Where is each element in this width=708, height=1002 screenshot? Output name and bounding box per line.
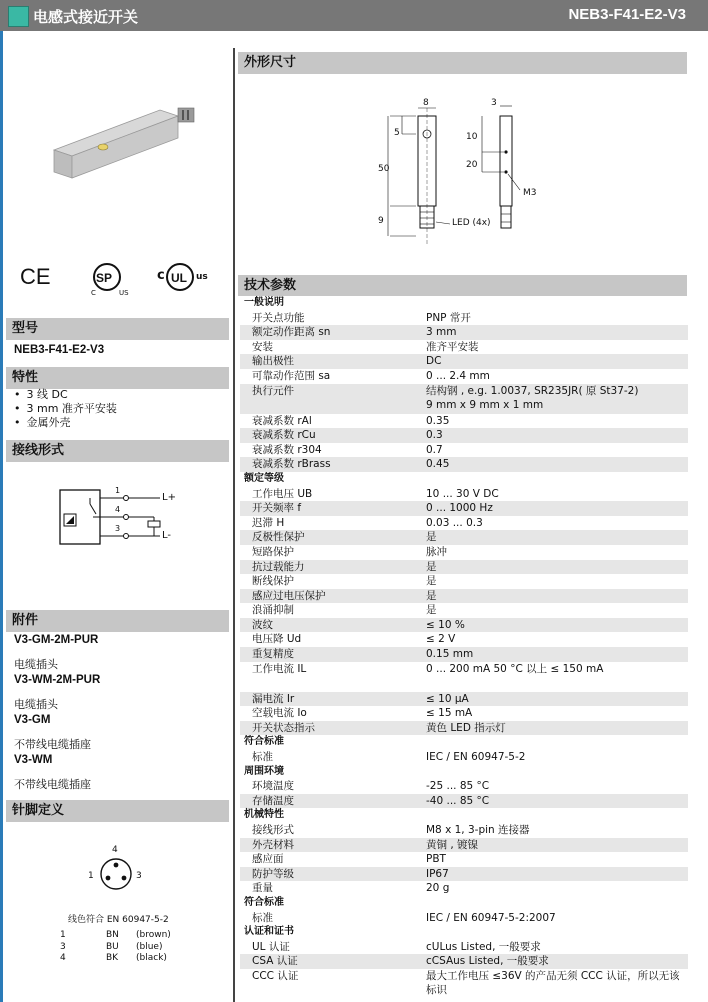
- spec-value-line: 是: [426, 604, 437, 617]
- spec-key: 开关频率 f: [240, 501, 426, 516]
- spec-key: 波纹: [240, 618, 426, 633]
- spec-value: [426, 662, 688, 692]
- spec-key: 外壳材料: [240, 838, 426, 853]
- pin-row: 3 BU (blue): [60, 941, 163, 952]
- wiring-lminus: L-: [162, 530, 172, 541]
- spec-value: [426, 692, 688, 707]
- dim-led-label: LED (4x): [452, 218, 491, 228]
- spec-value: [426, 311, 688, 326]
- spec-value-line: IEC / EN 60947-5-2:2007: [426, 911, 556, 924]
- spec-value: [426, 487, 688, 502]
- spec-value-line: 是: [426, 589, 437, 602]
- spec-row: [240, 706, 688, 721]
- spec-key: 感应面: [252, 853, 284, 866]
- spec-value: [426, 852, 688, 867]
- left-edge-stripe: [0, 31, 3, 1002]
- spec-value-line: DC: [426, 355, 442, 368]
- spec-key: 开关状态指示: [240, 721, 426, 736]
- spec-key: 漏电流 Ir: [240, 692, 426, 707]
- spec-row: [240, 632, 688, 647]
- accessory-name: V3-WM-2M-PUR: [14, 674, 101, 686]
- spec-value: [426, 501, 688, 516]
- spec-value: [426, 530, 688, 545]
- spec-row: [240, 443, 688, 458]
- header-bar: [0, 0, 708, 31]
- specs-heading: 技术参数: [238, 275, 687, 296]
- ul-c-letter: c: [157, 268, 165, 283]
- spec-row: [240, 823, 688, 838]
- pinout-label-4: 4: [112, 845, 118, 855]
- spec-group-title: 周围环境: [244, 765, 284, 777]
- spec-key: 重复精度: [240, 647, 426, 662]
- spec-value-line: IP67: [426, 867, 449, 880]
- spec-row: [240, 692, 688, 707]
- spec-value-line: 脉冲: [426, 545, 447, 558]
- spec-key: 开关点功能: [252, 311, 305, 324]
- spec-value: [426, 603, 688, 618]
- dimensions-heading: 外形尺寸: [238, 52, 687, 74]
- spec-group-title: 符合标准: [244, 736, 284, 748]
- spec-value-line: PNP 常开: [426, 311, 471, 324]
- spec-key: 执行元件: [240, 384, 426, 414]
- spec-row: [240, 969, 688, 999]
- spec-value: [426, 369, 688, 384]
- spec-value: [426, 838, 688, 853]
- spec-row: [240, 838, 688, 853]
- spec-value: [426, 384, 688, 414]
- spec-value: [426, 954, 688, 969]
- spec-value-line: 0 ... 2.4 mm: [426, 369, 490, 382]
- spec-key: 标准: [252, 751, 273, 764]
- feature-item: • 金属外壳: [14, 416, 117, 430]
- spec-value: [426, 340, 688, 355]
- accessory-desc: 电缆插头: [14, 658, 58, 671]
- spec-row: [240, 545, 688, 560]
- svg-text:SP: SP: [96, 271, 113, 285]
- spec-key: 存储温度: [240, 794, 426, 809]
- spec-value: [426, 750, 688, 765]
- spec-key: 浪涌抑制: [252, 604, 294, 617]
- spec-group-title: 符合标准: [244, 896, 284, 908]
- spec-value-line: ≤ 10 %: [426, 618, 465, 631]
- pinout-label-1: 1: [88, 871, 94, 881]
- spec-value-line: 0.15 mm: [426, 648, 474, 661]
- spec-key: 空载电流 Io: [252, 707, 307, 720]
- spec-row: [240, 954, 688, 969]
- spec-key: 重量: [252, 882, 273, 895]
- pinout-heading: 针脚定义: [6, 800, 229, 822]
- spec-value: [426, 618, 688, 633]
- spec-key: 断线保护: [252, 575, 294, 588]
- spec-key: 迟滞 H: [252, 516, 285, 529]
- spec-key: CCC 认证: [252, 969, 299, 982]
- features-heading: 特性: [6, 367, 229, 389]
- spec-row: [240, 384, 688, 414]
- spec-row: [240, 560, 688, 575]
- specs-table: [240, 296, 688, 999]
- spec-value-line: 0 ... 200 mA 50 °C 以上 ≤ 150 mA: [426, 662, 604, 675]
- spec-value: [426, 779, 688, 794]
- pinout-label-3: 3: [136, 871, 142, 881]
- spec-row: [240, 340, 688, 355]
- spec-value: [426, 721, 688, 736]
- spec-key: 防护等级: [240, 867, 426, 882]
- feature-item: • 3 线 DC: [14, 388, 117, 402]
- spec-row: [240, 940, 688, 955]
- spec-value-line: ≤ 15 mA: [426, 707, 473, 720]
- spec-value-line: IEC / EN 60947-5-2: [426, 751, 526, 764]
- spec-row: [240, 501, 688, 516]
- spec-row: [240, 721, 688, 736]
- accessories-heading: 附件: [6, 610, 229, 632]
- spec-key: 安装: [252, 340, 273, 353]
- spec-value-line: ≤ 2 V: [426, 633, 456, 646]
- column-divider: [233, 48, 235, 1002]
- dim-9: 9: [378, 216, 384, 226]
- spec-key: 衰减系数 r304: [252, 443, 322, 456]
- spec-row: [240, 516, 688, 531]
- spec-key: 衰减系数 rAl: [252, 414, 312, 427]
- spec-value-line: 20 g: [426, 882, 450, 895]
- spec-row: [240, 867, 688, 882]
- dim-3: 3: [491, 98, 497, 108]
- spec-key: CSA 认证: [240, 954, 426, 969]
- spec-value: [426, 574, 688, 589]
- wiring-pin-3: 3: [115, 524, 121, 533]
- spec-row: [240, 428, 688, 443]
- connector-pinout-icon: [98, 856, 134, 892]
- features-list: [14, 388, 117, 430]
- spec-value: [426, 354, 688, 369]
- spec-value-line: cCSAus Listed, 一般要求: [426, 955, 549, 968]
- spec-row: [240, 369, 688, 384]
- svg-text:UL: UL: [171, 271, 187, 285]
- spec-row: [240, 574, 688, 589]
- spec-value-line: 3 mm: [426, 326, 457, 339]
- ul-mark-text: [172, 266, 173, 267]
- spec-key: 输出极性: [240, 354, 426, 369]
- spec-value: [426, 428, 688, 443]
- spec-key: UL 认证: [252, 940, 290, 953]
- spec-value-line: 0.45: [426, 458, 450, 471]
- spec-key: 衰减系数 rBrass: [240, 457, 426, 472]
- spec-value-line: 0 ... 1000 Hz: [426, 502, 493, 515]
- spec-key: 抗过载能力: [240, 560, 426, 575]
- spec-value: [426, 545, 688, 560]
- spec-value-line: 10 ... 30 V DC: [426, 487, 499, 500]
- spec-value-line: 0.35: [426, 414, 450, 427]
- spec-value-line: cULus Listed, 一般要求: [426, 940, 541, 953]
- spec-key: 短路保护: [252, 545, 294, 558]
- spec-group-title: 一般说明: [244, 297, 284, 308]
- wiring-heading: 接线形式: [6, 440, 229, 462]
- spec-row: [240, 311, 688, 326]
- spec-value-line: PBT: [426, 853, 446, 866]
- spec-value-line: 结构钢 , e.g. 1.0037, SR235JR( 原 St37-2): [426, 384, 639, 397]
- spec-row: [240, 881, 688, 896]
- spec-value: [426, 443, 688, 458]
- spec-key: 工作电流 IL: [252, 662, 307, 675]
- pin-row: 1 BN (brown): [60, 930, 171, 940]
- dim-10: 10: [466, 132, 478, 142]
- dim-5: 5: [394, 128, 400, 138]
- spec-value: [426, 632, 688, 647]
- spec-row: [240, 779, 688, 794]
- wiring-lplus: L+: [162, 492, 176, 503]
- spec-value-line: 0.7: [426, 443, 443, 456]
- model-number: NEB3-F41-E2-V3: [568, 6, 686, 23]
- accessory-name: V3-GM-2M-PUR: [14, 634, 99, 646]
- spec-key: 衰减系数 rCu: [240, 428, 426, 443]
- spec-row: [240, 662, 688, 692]
- spec-value-line: 黄色 LED 指示灯: [426, 721, 506, 734]
- spec-value: [426, 414, 688, 429]
- spec-row: [240, 354, 688, 369]
- spec-value: [426, 823, 688, 838]
- pin-color-table: [60, 930, 171, 965]
- spec-key: 环境温度: [252, 780, 294, 793]
- spec-group-title: 机械特性: [244, 809, 284, 821]
- spec-value: [426, 911, 688, 926]
- spec-value-line: -40 ... 85 °C: [426, 794, 490, 807]
- spec-value-line: 黄铜 , 镀镍: [426, 838, 479, 851]
- csa-sub-left: C: [91, 289, 96, 297]
- spec-key: 接线形式: [252, 824, 294, 836]
- csa-sub-right: US: [119, 289, 129, 297]
- product-photo: [40, 80, 200, 190]
- spec-value: [426, 794, 688, 809]
- spec-value-line: 0.3: [426, 429, 443, 442]
- ul-mark-icon: [165, 262, 195, 292]
- type-value: NEB3-F41-E2-V3: [14, 344, 105, 356]
- spec-value: [426, 457, 688, 472]
- feature-item: • 3 mm 准齐平安装: [14, 402, 117, 416]
- spec-row: [240, 530, 688, 545]
- spec-value-line: 是: [426, 531, 437, 544]
- spec-row: [240, 325, 688, 340]
- spec-row: [240, 618, 688, 633]
- spec-value: [426, 867, 688, 882]
- spec-value-line: 是: [426, 560, 437, 573]
- dim-50: 50: [378, 164, 390, 174]
- spec-value: [426, 560, 688, 575]
- wiring-pin-1: 1: [115, 486, 121, 495]
- dim-20: 20: [466, 160, 478, 170]
- spec-value-line: 9 mm x 9 mm x 1 mm: [426, 398, 544, 411]
- spec-value-line: 是: [426, 575, 437, 588]
- spec-row: [240, 911, 688, 926]
- spec-group-title: 额定等级: [244, 472, 284, 484]
- spec-row: [240, 487, 688, 502]
- type-heading: 型号: [6, 318, 229, 340]
- spec-value-line: 最大工作电压 ≤36V 的产品无须 CCC 认证，所以无该标识: [426, 969, 680, 996]
- spec-row: [240, 589, 688, 604]
- spec-row: [240, 457, 688, 472]
- accessory-desc: 不带线电缆插座: [14, 778, 91, 791]
- spec-value: [426, 589, 688, 604]
- spec-value-line: 准齐平安装: [426, 340, 479, 353]
- dim-m3: M3: [523, 188, 537, 198]
- ce-mark-icon: CE: [20, 264, 51, 289]
- pinout-note: 线色符合 EN 60947-5-2: [68, 915, 169, 925]
- accessory-name: V3-GM: [14, 714, 51, 726]
- spec-value-line: M8 x 1, 3-pin 连接器: [426, 824, 530, 836]
- page-title: 电感式接近开关: [33, 8, 139, 26]
- spec-key: 感应过电压保护: [240, 589, 426, 604]
- spec-group-title: 认证和证书: [244, 926, 294, 938]
- ul-us-letters: us: [196, 272, 208, 282]
- spec-row: [240, 603, 688, 618]
- spec-row: [240, 647, 688, 662]
- spec-key: 额定动作距离 sn: [240, 325, 426, 340]
- spec-value: [426, 516, 688, 531]
- spec-row: [240, 852, 688, 867]
- spec-value: [426, 706, 688, 721]
- spec-row: [240, 794, 688, 809]
- spec-row: [240, 750, 688, 765]
- spec-key: 可靠动作范围 sa: [252, 369, 331, 382]
- spec-value: [426, 647, 688, 662]
- spec-value-line: -25 ... 85 °C: [426, 780, 490, 793]
- accessory-desc: 电缆插头: [14, 698, 58, 711]
- spec-value: [426, 325, 688, 340]
- spec-value-line: ≤ 10 µA: [426, 692, 469, 705]
- spec-key: 工作电压 UB: [252, 487, 313, 500]
- spec-row: [240, 414, 688, 429]
- accessory-name: V3-WM: [14, 754, 53, 766]
- spec-key: 电压降 Ud: [252, 633, 302, 646]
- spec-key: 标准: [252, 911, 273, 924]
- wiring-pin-4: 4: [115, 505, 121, 514]
- spec-value: [426, 969, 688, 999]
- dim-8: 8: [423, 98, 429, 108]
- spec-value: [426, 881, 688, 896]
- accessory-desc: 不带线电缆插座: [14, 738, 91, 751]
- brand-square-icon: [8, 6, 29, 27]
- spec-value-line: 0.03 ... 0.3: [426, 516, 483, 529]
- spec-key: 反极性保护: [240, 530, 426, 545]
- pin-row: 4 BK (black): [60, 953, 167, 963]
- spec-value: [426, 940, 688, 955]
